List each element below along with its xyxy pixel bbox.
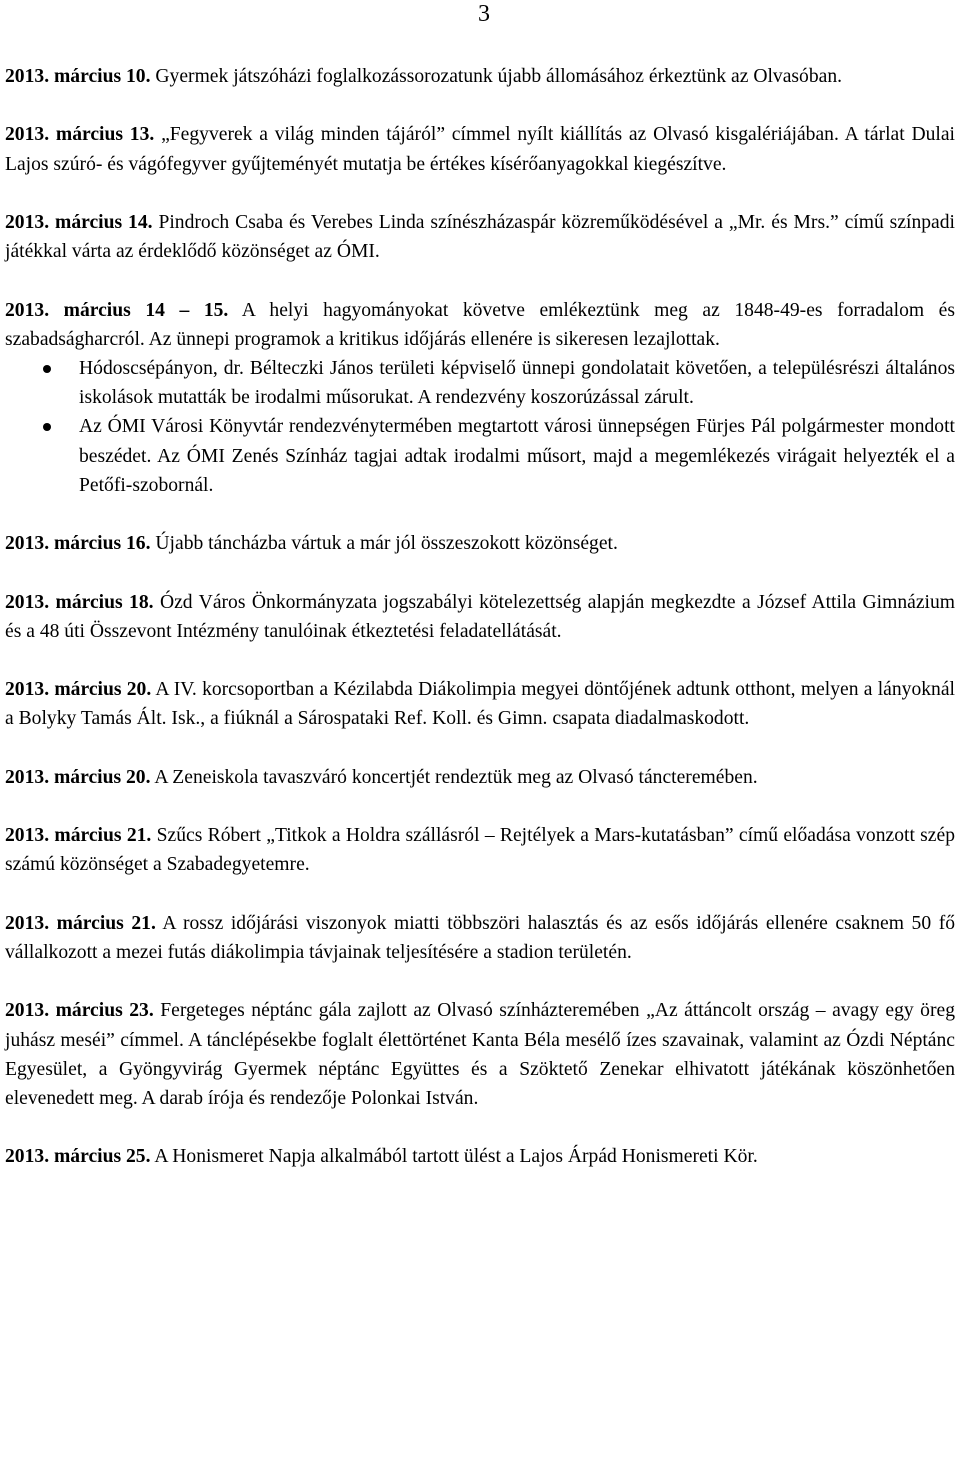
entry-date: 2013. március 16.	[5, 533, 151, 555]
list-item-text: Az ÓMI Városi Könyvtár rendezvénytermében megtartott városi ünnepségen Fürjes Pál polgármester mondott beszédet. Az ÓMI Zenés Színház tagjai adtak irodalmi műsort, majd a megemlékezés virágait helyezték el a Petőfi-szobornál.	[79, 416, 955, 496]
entry	[5, 1142, 955, 1171]
entry	[5, 675, 955, 733]
entry-date: 2013. március 14.	[5, 211, 153, 233]
list-item-text: Hódoscsépányon, dr. Bélteczki János területi képviselő ünnepi gondolatait követően, a településrészi általános iskolások mutatták be irodalmi műsorukat. A rendezvény koszorúzással zárult.	[79, 357, 955, 409]
entry-text: Újabb táncházba vártuk a már jól összeszokott közönséget.	[150, 533, 618, 555]
list-item	[5, 354, 955, 412]
entry	[5, 909, 955, 967]
entry-text: Ózd Város Önkormányzata jogszabályi kötelezettség alapján megkezdte a József Attila Gimnázium és a 48 úti Összevont Intézmény tanulóinak étkeztetési feladatellátását.	[5, 591, 956, 642]
entry-text: Pindroch Csaba és Verebes Linda színészházaspár közreműködésével a „Mr. és Mrs.” című színpadi játékkal várta az érdeklődő közönséget az ÓMI.	[5, 211, 955, 263]
bullet-icon	[43, 423, 51, 431]
entry	[5, 62, 955, 91]
entry-text: Fergeteges néptánc gála zajlott az Olvasó színházteremében „Az áttáncolt ország – avagy egy öreg juhász meséi” címmel. A tánclépésekbe foglalt élettörténet Kanta Béla mesélő ízes szavainak, valamint az Ózdi Néptánc Egyesület, a Gyöngyvirág Gyermek néptánc Együttes és a Szöktető Zenekar elhivatott játékának köszönhetően elevenedett meg. A darab írója és rendezője Polonkai István.	[5, 1000, 955, 1109]
list-item	[5, 412, 955, 500]
entry-date: 2013. március 14 – 15.	[5, 299, 229, 321]
entry-date: 2013. március 21.	[5, 825, 152, 847]
entry-text: Szűcs Róbert „Titkok a Holdra szállásról – Rejtélyek a Mars-kutatásban” című előadása vonzott szép számú közönséget a Szabadegyetemre.	[5, 825, 956, 876]
bullet-icon	[43, 365, 51, 373]
page-number: 3	[478, 1, 490, 27]
entry-date: 2013. március 20.	[5, 679, 152, 701]
entry-date: 2013. március 10.	[5, 66, 151, 87]
entry-date: 2013. március 25.	[5, 1146, 151, 1168]
entry	[5, 529, 955, 558]
entry	[5, 120, 955, 178]
entry-date: 2013. március 20.	[5, 766, 151, 788]
entry-text: A IV. korcsoportban a Kézilabda Diákolimpia megyei döntőjének adtunk otthont, melyen a lányoknál a Bolyky Tamás Ált. Isk., a fiúknál a Sárospataki Ref. Koll. és Gimn. csapata diadalmaskodott.	[5, 679, 955, 730]
chronicle-content	[5, 62, 955, 1201]
entry-text: Gyermek játszóházi foglalkozássorozatunk újabb állomásához érkeztünk az Olvasóban.	[150, 66, 843, 87]
entry-text: A rossz időjárási viszonyok miatti többszöri halasztás és az esős időjárás ellenére csaknem 50 fő vállalkozott a mezei futás diákolimpia távjainak teljesítésére a stadion területén.	[5, 912, 956, 963]
entry	[5, 821, 955, 879]
entry-date: 2013. március 21.	[5, 912, 156, 934]
entry-text: A helyi hagyományokat követve emlékeztünk meg az 1848-49-es forradalom és szabadságharcról. Az ünnepi programok a kritikus időjárás ellenére is sikeresen lezajlottak.	[5, 299, 955, 350]
entry	[5, 588, 955, 646]
entry-text: A Zeneiskola tavaszváró koncertjét rendeztük meg az Olvasó táncteremében.	[150, 766, 758, 788]
entry-text: A Honismeret Napja alkalmából tartott ülést a Lajos Árpád Honismereti Kör.	[150, 1146, 758, 1168]
bullet-list	[5, 354, 955, 500]
entry	[5, 208, 955, 266]
entry-date: 2013. március 23.	[5, 1000, 154, 1022]
entry-date: 2013. március 13.	[5, 124, 155, 146]
entry	[5, 296, 955, 354]
entry-date: 2013. március 18.	[5, 591, 154, 613]
entry-text: „Fegyverek a világ minden tájáról” címmel nyílt kiállítás az Olvasó kisgalériájában. A tárlat Dulai Lajos szúró- és vágófegyver gyűjteményét mutatja be értékes kísérőanyagokkal kiegészítve.	[5, 124, 955, 175]
entry	[5, 996, 955, 1113]
entry	[5, 763, 955, 792]
